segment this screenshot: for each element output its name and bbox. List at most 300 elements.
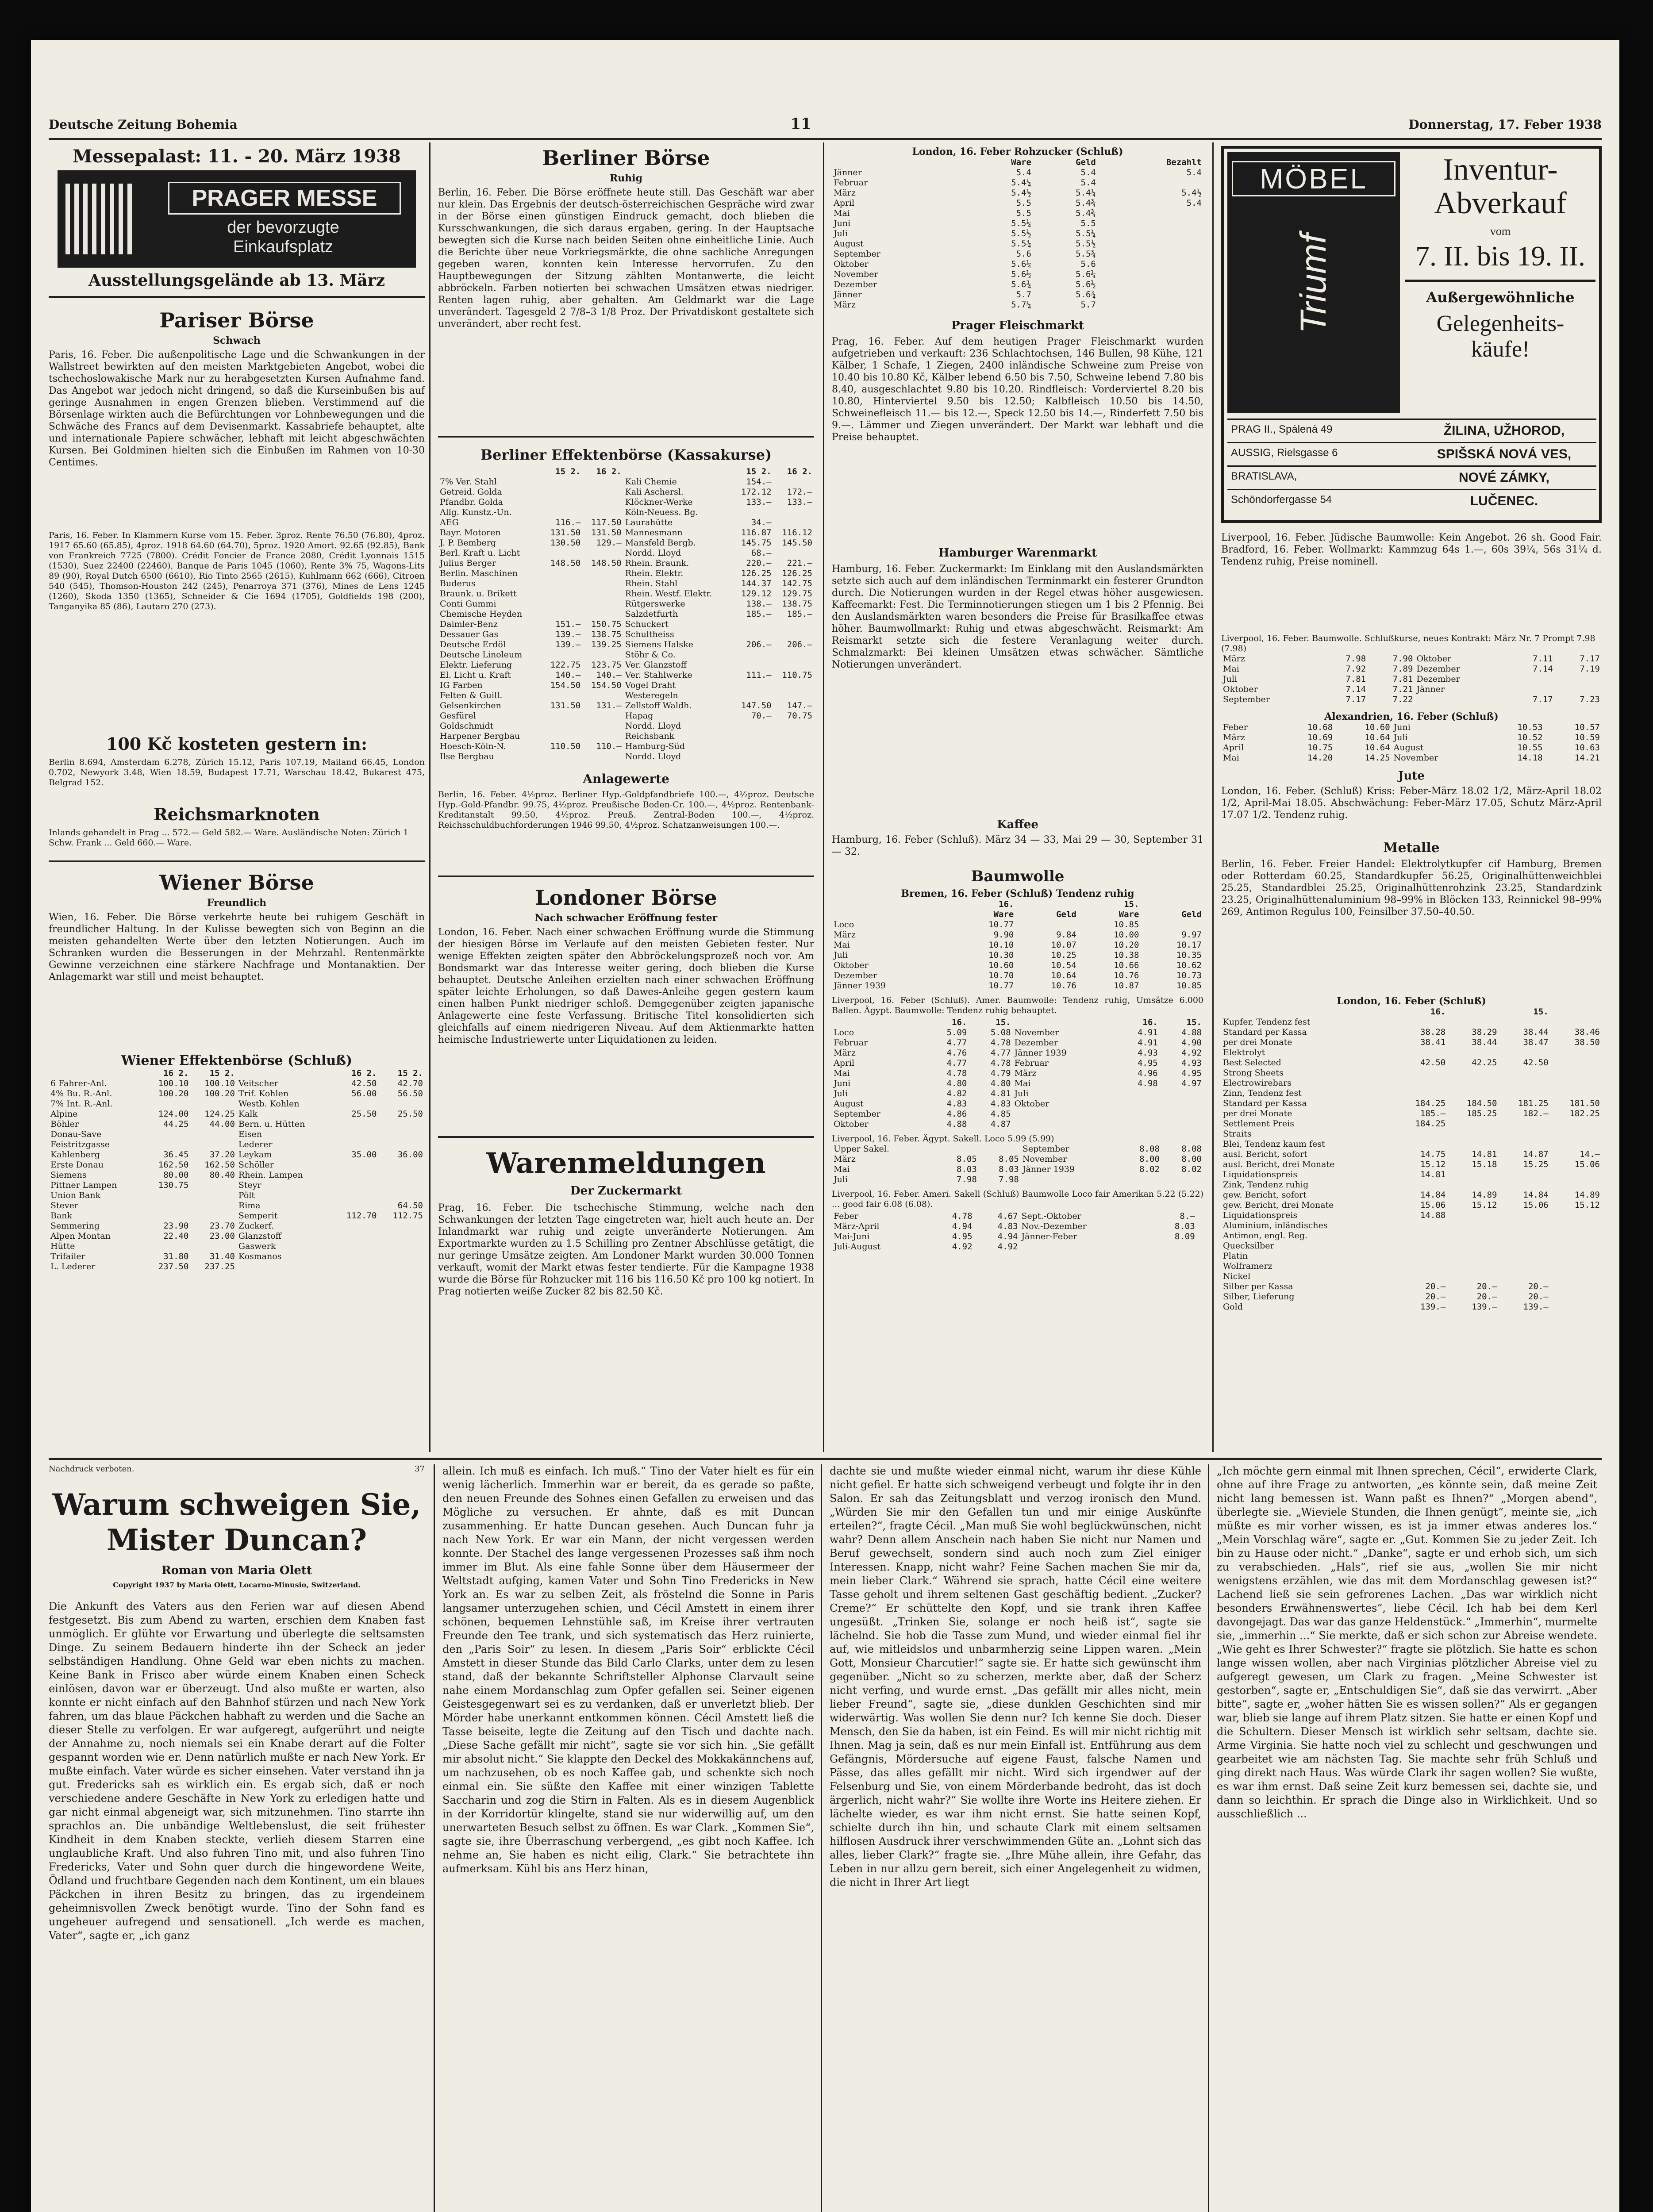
moebel-triumf-ad [1221, 146, 1602, 523]
table-cell [582, 568, 623, 579]
table-cell: 37.20 [209, 1150, 235, 1160]
table-row [1221, 1282, 1602, 1292]
table-header-cell: 15. [1533, 1007, 1549, 1017]
table-row [1221, 1037, 1602, 1048]
table-cell: 162.50 [158, 1160, 189, 1170]
table-cell [582, 497, 623, 507]
table-cell: Platin [1223, 1251, 1248, 1261]
table-cell: Straits [1223, 1129, 1252, 1139]
table-cell: 56.00 [351, 1089, 377, 1098]
table-cell [732, 731, 773, 741]
table-cell [1098, 259, 1203, 269]
table-cell: 140.— [555, 670, 581, 680]
london-text: London, 16. Feber. Nach einer schwachen Eröffnung wurde die Stimmung der hiesigen Börse im Verlaufe auf den meisten Gebieten fester. Nur wenige Effekten zeigten später den Abbröckelungsprozeß noch vor. Am Bondsmarkt war das Interesse weiter gering, doch blieben die Kurse behauptet. Deutsche Anleihen erzielten nach einer schwachen Eröffnung später leichte Erholungen, so daß Dawes-Anleihe gegen gestern kaum einen halben Punkt niedriger schloß. Demgegenüber zeigten japanische Anlagewerte eine feste Verfassung. Britische Titel konsolidierten sich gleichfalls auf einem niedrigeren Niveau. Auf dem Aktienmarkte hatten heimische Industriewerte unter Liquidationen zu leiden. [438, 927, 814, 1045]
table-cell [1197, 1242, 1203, 1252]
table-cell: März [834, 1154, 856, 1164]
table-row [1221, 1129, 1602, 1139]
table-cell: Alpine [50, 1109, 78, 1119]
table-cell: 5.4½ [1181, 188, 1202, 198]
table-row [832, 1221, 1203, 1232]
table-cell: 5.5½ [1011, 229, 1031, 238]
table-cell: Gelsenkirchen [440, 701, 501, 710]
table-cell: 5.6½ [1011, 269, 1031, 279]
liverpool2-table [832, 1144, 1203, 1185]
table-cell [1396, 1139, 1447, 1149]
table-cell [190, 1211, 237, 1221]
table-header-cell: Geld [1076, 157, 1096, 167]
table-cell: Braunk. u. Brikett [440, 589, 517, 599]
wiener-title: Wiener Börse [159, 871, 314, 895]
table-cell: 7.19 [1580, 664, 1600, 674]
table-row [1221, 654, 1602, 664]
table-cell: Loco [834, 920, 854, 929]
table-cell: 10.07 [1051, 940, 1076, 950]
table-cell [1415, 695, 1507, 705]
table-cell [1447, 1180, 1499, 1190]
table-cell [1550, 1170, 1602, 1180]
rm-title: Reichsmarknoten [154, 804, 320, 824]
table-header-cell: 15. [996, 1018, 1011, 1027]
table-cell: 100.20 [158, 1089, 189, 1098]
table-cell: Juni [834, 219, 851, 228]
newspaper-page [31, 40, 1619, 2212]
table-cell: Nickel [1223, 1271, 1251, 1281]
table-cell: 147.— [787, 701, 812, 710]
table-cell: 100.20 [204, 1089, 235, 1098]
table-cell: Bayr. Motoren [440, 528, 501, 538]
table-cell: Quecksilber [1223, 1241, 1274, 1251]
table-cell: 6 Fahrer-Anl. [50, 1079, 107, 1088]
ad-heading-2: Abverkauf [1434, 186, 1567, 220]
table-cell: ausl. Bericht, sofort [1223, 1149, 1307, 1159]
table-cell [378, 1170, 425, 1180]
table-cell [1447, 1119, 1499, 1129]
table-cell [732, 741, 773, 752]
table-cell [732, 619, 773, 630]
table-cell: 5.6¼ [1076, 269, 1096, 279]
table-cell: 110.— [596, 741, 622, 751]
table-row [1221, 753, 1602, 763]
liverpool3-text: Liverpool, 16. Feber. Ameri. Sakell (Schluß) Baumwolle Loco fair Amerikan 5.22 (5.22) ... good fair 6.08 (6.08). [832, 1189, 1203, 1209]
table-cell: 20.— [1425, 1292, 1446, 1302]
table-cell: September [834, 1109, 880, 1119]
table-cell: 7.81 [1392, 674, 1413, 684]
table-row [49, 1119, 425, 1129]
table-cell: Kali Aschersl. [625, 487, 684, 497]
table-row [832, 1079, 1203, 1089]
table-cell: 151.— [555, 619, 581, 629]
table-cell: 20.— [1476, 1282, 1497, 1291]
table-row [438, 589, 814, 599]
table-cell [542, 721, 582, 731]
table-cell: 4.93 [1181, 1058, 1202, 1068]
table-header-cell: 15. [1186, 1018, 1202, 1027]
table-header-cell: 15. [1124, 899, 1139, 909]
table-cell: 4.88 [946, 1119, 967, 1129]
table-cell [582, 579, 623, 589]
table-row [1221, 1017, 1602, 1027]
table-cell: 14.20 [1307, 753, 1333, 763]
table-cell: 4.78 [990, 1038, 1011, 1048]
table-row [832, 950, 1203, 960]
table-cell: August [834, 1099, 864, 1109]
table-row [438, 721, 814, 731]
table-cell: 139.— [1523, 1302, 1549, 1312]
table-cell: 5.4 [1016, 168, 1031, 177]
table-cell: 5.4 [1080, 168, 1096, 177]
table-cell: Gesfürel [440, 711, 476, 721]
table-cell: 5.08 [990, 1028, 1011, 1037]
table-cell: April [1223, 743, 1244, 753]
table-cell: Deutsche Linoleum [440, 650, 523, 660]
wiener-effekten-title: Wiener Effektenbörse (Schluß) [121, 1053, 353, 1068]
column-rule [1208, 1464, 1209, 2212]
table-cell: L. Lederer [50, 1262, 96, 1271]
table-cell: 9.97 [1181, 930, 1202, 940]
table-cell: 34.— [751, 518, 772, 527]
table-cell [582, 731, 623, 741]
table-cell [1115, 1109, 1159, 1119]
table-cell: Electrowirebars [1223, 1078, 1292, 1088]
table-row [438, 630, 814, 640]
table-cell: 4.85 [990, 1109, 1011, 1119]
ad-vom: vom [1490, 225, 1511, 238]
table-row [438, 528, 814, 538]
table-cell [773, 731, 814, 741]
london-metall-title: London, 16. Feber (Schluß) [1337, 995, 1486, 1007]
table-cell [1550, 1292, 1602, 1302]
table-cell: 5.5 [1016, 208, 1031, 218]
table-cell: Standard per Kassa [1223, 1027, 1307, 1037]
table-cell: Felten & Guill. [440, 691, 503, 700]
building-icon [65, 184, 132, 254]
table-cell [1447, 1129, 1499, 1139]
table-cell: 15.12 [1574, 1200, 1600, 1210]
table-cell [582, 548, 623, 558]
masthead-left: Deutsche Zeitung Bohemia [49, 117, 238, 132]
table-row [1221, 1149, 1602, 1160]
table-cell [1115, 1119, 1159, 1129]
table-row [1221, 1078, 1602, 1088]
table-cell [1447, 1139, 1499, 1149]
table-cell [582, 477, 623, 487]
liverpool2-title: Liverpool, 16. Feber. Ägypt. Sakell. Loco 5.99 (5.99) [832, 1134, 1054, 1144]
column-4 [1221, 146, 1602, 1312]
table-cell: Mai [834, 208, 850, 218]
table-cell [732, 680, 773, 691]
table-header-cell [49, 1068, 144, 1079]
table-cell: 7.21 [1392, 684, 1413, 694]
table-cell [1499, 1221, 1550, 1231]
table-cell: Salzdetfurth [625, 609, 678, 619]
table-row [1221, 1210, 1602, 1221]
table-cell: 10.85 [1176, 981, 1202, 991]
table-cell: 4.92 [997, 1242, 1018, 1252]
table-header-cell: 16 2. [596, 467, 622, 476]
table-cell: Hütte [50, 1241, 75, 1251]
table-cell: September [1022, 1144, 1069, 1154]
table-cell [582, 609, 623, 619]
table-cell: 9.90 [993, 930, 1014, 940]
table-cell: November [834, 269, 878, 279]
table-cell: Siemens Halske [625, 640, 693, 649]
table-cell: 4.95 [952, 1232, 973, 1241]
table-cell [773, 660, 814, 670]
table-cell: Mai [1223, 753, 1239, 763]
table-cell: November [1022, 1154, 1067, 1164]
table-cell: 10.35 [1176, 950, 1202, 960]
table-cell: Hoesch-Köln-N. [440, 741, 506, 751]
table-row [832, 1164, 1203, 1175]
table-cell: 8.08 [1181, 1144, 1202, 1154]
table-cell [582, 752, 623, 762]
table-cell [237, 1262, 332, 1272]
table-header-cell [1013, 1018, 1116, 1028]
table-cell: 10.64 [1365, 743, 1390, 753]
pariser-quotes: Paris, 16. Feber. In Klammern Kurse vom 15. Feber. 3proz. Rente 76.50 (76.80), 4proz. 1917 65.60 (65.85), 4proz. 1918 64.60 (64.70), 5proz. 1920 Amort. 92.65 (92.85), Bank von Frankreich 7725 (7800). Crédit Foncier de France 2080, Crédit Lyonnais 1515 (1530), Suez 22400 (22460), Banque de Paris 1045 (1060), Rente 3% 75, Wagons-Lits 89 (90), Royal Dutch 6500 (6610), Rio Tinto 2565 (2615), Kuhlmann 662 (666), Citroen 540 (545), Thomson-Houston 242 (245), Penarroya 371 (376), Mines de Lens 1245 (1260), Skoda 1350 (1365), Schneider & Cie 1694 (1705), Goldfields 198 (200), Tanganyika 85 (86), Lautaro 270 (273). [49, 530, 425, 611]
table-cell: November [1393, 753, 1438, 763]
table-cell: 5.4 [1186, 198, 1202, 208]
berliner-title: Berliner Börse [542, 146, 710, 170]
table-cell [190, 1140, 237, 1150]
table-row [1221, 1068, 1602, 1078]
table-cell [1499, 1048, 1550, 1058]
table-row [832, 1119, 1203, 1129]
table-cell: 133.— [787, 497, 812, 507]
table-cell [378, 1119, 425, 1129]
table-cell [1396, 1271, 1447, 1282]
zucker-text: Prag, 16. Feber. Die tschechische Stimmung, welche nach den Schwankungen der letzten Tage eingetreten war, hielt auch heute an. Der Inlandmarkt war ruhig und zeigte unveränderte Notierungen. Am Exportmarkte wurden zu 1.5 Schilling pro Zentner Abschlüsse getätigt, die nur geringe Umsätze zeigten. Am Londoner Markt wurden 30.000 Tonnen verkauft, womit der Markt etwas fester tendierte. Für die Kampagne 1938 wurde die Börse für Rohzucker mit 116 bis 116.50 Kč pro 100 kg notiert. In Prag notierten weiße Zucker 82 bis 82.50 Kč. [438, 1202, 814, 1297]
table-cell [1160, 1089, 1203, 1099]
table-cell [1447, 1048, 1499, 1058]
alex-title: Alexandrien, 16. Feber (Schluß) [1324, 711, 1499, 722]
table-cell [1115, 1099, 1159, 1109]
table-cell: Steyr [238, 1180, 261, 1190]
table-cell: Jänner 1939 [1022, 1164, 1075, 1174]
divider [1405, 280, 1595, 282]
table-cell: 14.89 [1574, 1190, 1600, 1200]
table-cell: 14.89 [1472, 1190, 1497, 1200]
table-cell: 7.81 [1345, 674, 1366, 684]
table-cell [190, 1190, 237, 1201]
table-cell: 131.50 [591, 528, 622, 538]
table-cell [1499, 1241, 1550, 1251]
messe-sub2: Einkaufsplatz [233, 238, 333, 256]
table-cell [1396, 1088, 1447, 1098]
table-cell [332, 1099, 379, 1109]
table-cell [1550, 1088, 1602, 1098]
table-cell: 112.75 [392, 1211, 423, 1221]
wiener-text: Wien, 16. Feber. Die Börse verkehrte heute bei ruhigem Geschäft in freundlicher Haltung. In der Kulisse bewegten sich von Beginn an die meisten gehandelten Werte über den letzten Notierungen. Auch im Schranken wurden die Besserungen in der Mehrzahl. Rentenmärkte Gewinne verzeichnen eine stärkere Nachfrage und Montanaktien. Der Anlagemarkt war still und meist behauptet. [49, 912, 425, 983]
table-cell: 237.50 [158, 1262, 189, 1271]
table-cell: ausl. Bericht, drei Monate [1223, 1160, 1335, 1169]
table-cell: 8.00 [1139, 1154, 1160, 1164]
table-cell [1396, 1180, 1447, 1190]
table-cell: 56.50 [397, 1089, 423, 1098]
table-cell [1550, 1139, 1602, 1149]
table-cell [542, 731, 582, 741]
table-cell [332, 1231, 379, 1241]
table-cell: 133.— [746, 497, 772, 507]
ny-table [1221, 654, 1602, 705]
table-row [438, 752, 814, 762]
table-row [1221, 1200, 1602, 1210]
table-cell [1499, 1129, 1550, 1139]
table-cell: Kosmanos [238, 1252, 282, 1261]
alex-table [1221, 722, 1602, 763]
table-cell: Juli [1393, 733, 1408, 742]
ad-geleg-1: Gelegenheits- [1436, 311, 1565, 336]
table-cell: 5.4 [1080, 178, 1096, 188]
table-cell: 14.87 [1523, 1149, 1549, 1159]
table-cell: Elektrolyt [1223, 1048, 1265, 1057]
table-cell: 5.4 [1186, 168, 1202, 177]
table-cell: Siemens [50, 1170, 87, 1180]
table-cell: 5.5¾ [1011, 239, 1031, 249]
table-cell: Trif. Kohlen [238, 1089, 289, 1098]
table-cell [144, 1201, 191, 1211]
table-cell [1499, 1210, 1550, 1221]
table-row [832, 1099, 1203, 1109]
table-cell: 14.81 [1420, 1170, 1446, 1179]
table-cell: Jänner [1416, 684, 1445, 694]
table-header-cell [832, 157, 969, 168]
table-cell: März-April [834, 1221, 880, 1231]
table-cell: Schultheiss [625, 630, 674, 639]
metalle-title: Metalle [1383, 840, 1440, 856]
berliner-effekten-title: Berliner Effektenbörse (Kassakurse) [480, 446, 772, 463]
table-cell: 5.5 [1080, 219, 1096, 228]
london-metall-table [1221, 1007, 1602, 1312]
table-cell: Standard per Kassa [1223, 1098, 1307, 1108]
hamburg-title: Hamburger Warenmarkt [938, 546, 1097, 560]
table-cell [1550, 1119, 1602, 1129]
table-cell: 15.25 [1523, 1160, 1549, 1169]
table-cell [542, 548, 582, 558]
table-cell: Klöckner-Werke [625, 497, 693, 507]
nachdruck: Nachdruck verboten. [49, 1464, 135, 1474]
table-row [49, 1231, 425, 1241]
table-cell: 172.12 [741, 487, 772, 497]
table-cell: Februar [834, 1038, 868, 1048]
ad-city: AUSSIG, Rielsgasse 6 [1231, 447, 1338, 459]
table-cell [378, 1231, 425, 1241]
ad-name: Triumf [1293, 233, 1334, 334]
table-cell [542, 752, 582, 762]
table-row [49, 1129, 425, 1140]
table-cell [1550, 1221, 1602, 1231]
novel-title-2: Mister Duncan? [106, 1523, 367, 1557]
table-cell: 4.91 [1137, 1028, 1158, 1037]
table-cell: 14.25 [1365, 753, 1390, 763]
rm-text: Inlands gehandelt in Prag ... 572.— Geld 582.— Ware. Ausländische Noten: Zürich 1 Schw. Frank ... Geld 660.— Ware. [49, 828, 409, 848]
divider [49, 860, 425, 862]
table-row [832, 1058, 1203, 1068]
table-cell [1550, 1058, 1602, 1068]
ad-dates: 7. II. bis 19. II. [1415, 240, 1585, 272]
table-cell [1013, 1119, 1116, 1129]
table-cell: Juli [1223, 674, 1238, 684]
table-cell: Aluminium, inländisches [1223, 1221, 1328, 1230]
table-cell: Mai [834, 940, 850, 950]
table-row [438, 619, 814, 630]
table-cell: 14.75 [1420, 1149, 1446, 1159]
ad-city-row [1227, 419, 1596, 442]
table-row [49, 1241, 425, 1252]
table-cell: 23.70 [209, 1221, 235, 1231]
table-cell [1447, 1210, 1499, 1221]
table-cell: Reichsbank [625, 731, 675, 741]
table-cell: Settlement Preis [1223, 1119, 1294, 1129]
table-cell: Donau-Save [50, 1129, 102, 1139]
table-cell [1197, 1232, 1203, 1242]
table-cell: Laurahütte [625, 518, 673, 527]
table-row [1221, 1190, 1602, 1200]
table-cell: 14.18 [1517, 753, 1543, 763]
table-cell [378, 1190, 425, 1201]
table-cell: 10.20 [1114, 940, 1139, 950]
table-cell: 42.50 [1523, 1058, 1549, 1068]
table-cell [1499, 1261, 1550, 1271]
table-row [1221, 1180, 1602, 1190]
table-cell [1396, 1017, 1447, 1027]
table-cell: Juli-August [834, 1242, 881, 1252]
table-cell [190, 1129, 237, 1140]
table-cell: 129.12 [741, 589, 772, 599]
table-cell: 139.— [555, 640, 581, 649]
table-cell: 5.7¼ [1011, 300, 1031, 310]
table-row [832, 208, 1203, 219]
table-cell [1550, 1251, 1602, 1261]
table-cell [1098, 249, 1203, 259]
table-row [49, 1170, 425, 1180]
table-cell: 124.25 [204, 1109, 235, 1119]
table-cell: Oktober [1416, 654, 1452, 664]
table-row [832, 1175, 1203, 1185]
table-row [438, 518, 814, 528]
table-cell [1550, 1129, 1602, 1139]
table-cell: 148.50 [591, 558, 622, 568]
table-cell: 10.53 [1517, 722, 1543, 732]
table-cell [582, 711, 623, 721]
table-row [832, 1028, 1203, 1038]
table-cell [332, 1221, 379, 1231]
table-row [49, 1221, 425, 1231]
table-cell [732, 752, 773, 762]
table-cell: Jänner 1939 [1014, 1048, 1067, 1058]
table-cell: 4.82 [946, 1089, 967, 1098]
table-cell [332, 1262, 379, 1272]
table-cell: 10.10 [988, 940, 1014, 950]
table-cell [1499, 1271, 1550, 1282]
table-cell: 14.88 [1420, 1210, 1446, 1220]
table-cell: 4.76 [946, 1048, 967, 1058]
table-cell [378, 1252, 425, 1262]
table-cell [773, 548, 814, 558]
section-rule [49, 1458, 1602, 1460]
table-cell: 7.23 [1580, 695, 1600, 704]
ad-city-row [1227, 465, 1596, 489]
table-cell: 10.25 [1051, 950, 1076, 960]
table-cell: August [834, 239, 864, 249]
table-cell: 31.80 [163, 1252, 189, 1261]
table-cell [1499, 1078, 1550, 1088]
installment-number: 37 [415, 1464, 425, 1474]
table-row [438, 487, 814, 497]
table-cell: Jänner 1939 [834, 981, 886, 991]
table-cell: 8.05 [999, 1154, 1019, 1164]
table-row [832, 960, 1203, 971]
